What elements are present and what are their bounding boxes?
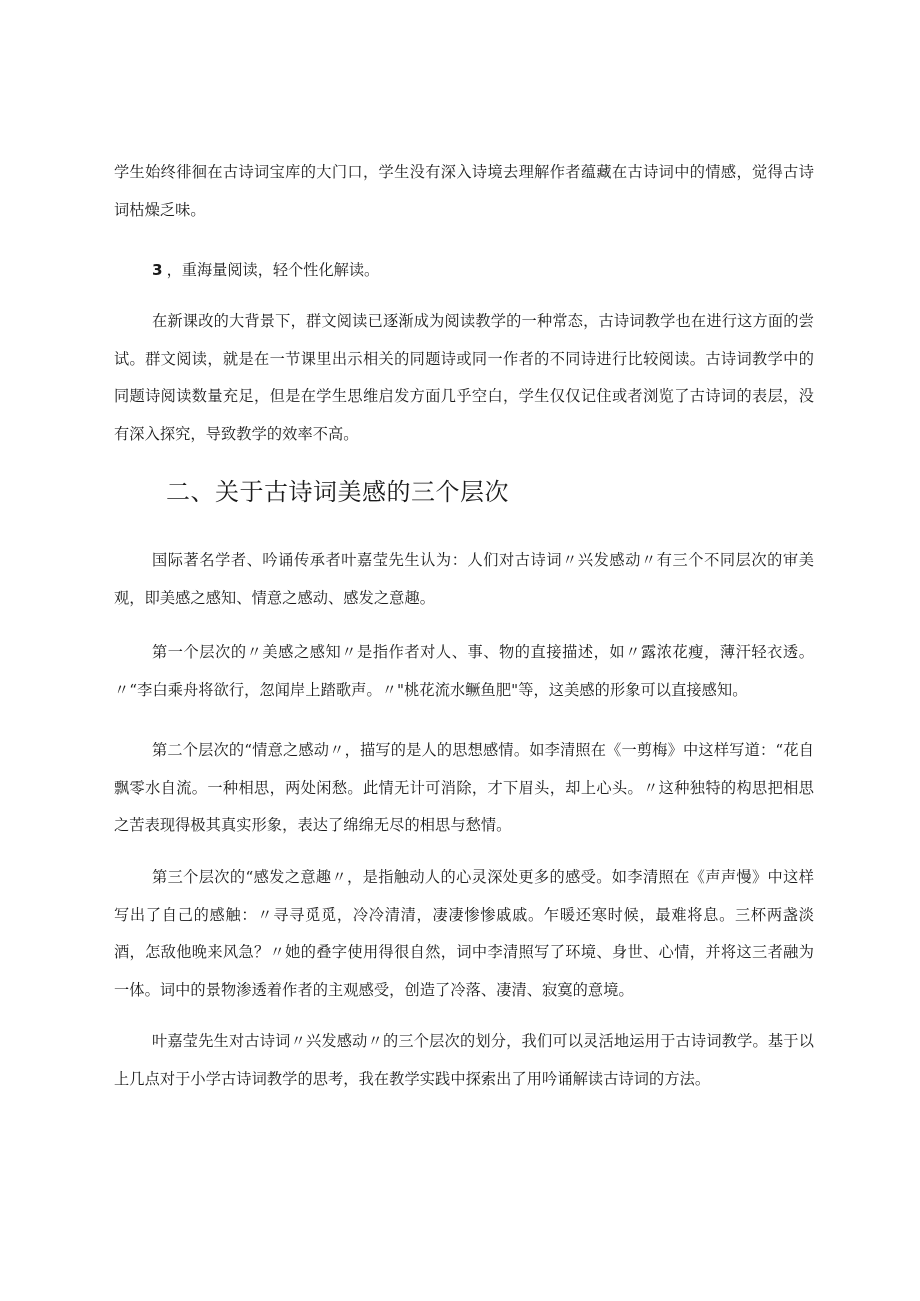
list-item-3 xyxy=(152,252,379,290)
paragraph-level-three: 第三个层次的“感发之意趣〃，是指触动人的心灵深处更多的感受。如李清照在《声声慢》中这样写出了自己的感触：〃寻寻觅觅，冷冷清清，凄凄惨惨戚戚。乍暖还寒时候，最难将息。三杯两盏淡酒，怎敌他晚来风急？〃她的叠字使用得很自然，词中李清照写了环境、身世、心情，并将这三者融为一体。词中的景物渗透着作者的主观感受，创造了冷落、凄清、寂寞的意境。 xyxy=(114,868,814,999)
section-heading: 二、关于古诗词美感的三个层次 xyxy=(166,478,509,506)
list-item-number: 3 xyxy=(152,261,163,279)
paragraph-ye-jiaying-view: 国际著名学者、吟诵传承者叶嘉莹先生认为：人们对古诗词〃兴发感动〃有三个不同层次的审美观，即美感之感知、情意之感动、感发之意趣。 xyxy=(114,551,814,607)
paragraph-level-one: 第一个层次的〃美感之感知〃是指作者对人、事、物的直接描述，如〃露浓花瘦，薄汗轻衣透。〃“李白乘舟将欲行，忽闻岸上踏歌声。〃"桃花流水鳜鱼肥"等，这美感的形象可以直接感知。 xyxy=(114,643,814,699)
paragraph-students-hesitate: 学生始终徘徊在古诗词宝库的大门口，学生没有深入诗境去理解作者蕴藏在古诗词中的情感，觉得古诗词枯燥乏味。 xyxy=(114,163,814,219)
paragraph-conclusion: 叶嘉莹先生对古诗词〃兴发感动〃的三个层次的划分，我们可以灵活地运用于古诗词教学。基于以上几点对于小学古诗词教学的思考，我在教学实践中探索出了用吟诵解读古诗词的方法。 xyxy=(114,1032,814,1088)
paragraph-level-two: 第二个层次的“情意之感动〃，描写的是人的思想感情。如李清照在《一剪梅》中这样写道：“花自飘零水自流。一种相思，两处闲愁。此情无计可消除，才下眉头，却上心头。〃这种独特的构思把相思之苦表现得极其真实形象，表达了绵绵无尽的相思与愁情。 xyxy=(114,741,814,834)
list-item-text: ，重海量阅读，轻个性化解读。 xyxy=(166,261,380,279)
paragraph-group-reading: 在新课改的大背景下，群文阅读已逐渐成为阅读教学的一种常态，古诗词教学也在进行这方面的尝试。群文阅读，就是在一节课里出示相关的同题诗或同一作者的不同诗进行比较阅读。古诗词教学中的同题诗阅读数量充足，但是在学生思维启发方面几乎空白，学生仅仅记住或者浏览了古诗词的表层，没有深入探究，导致教学的效率不高。 xyxy=(114,312,814,443)
